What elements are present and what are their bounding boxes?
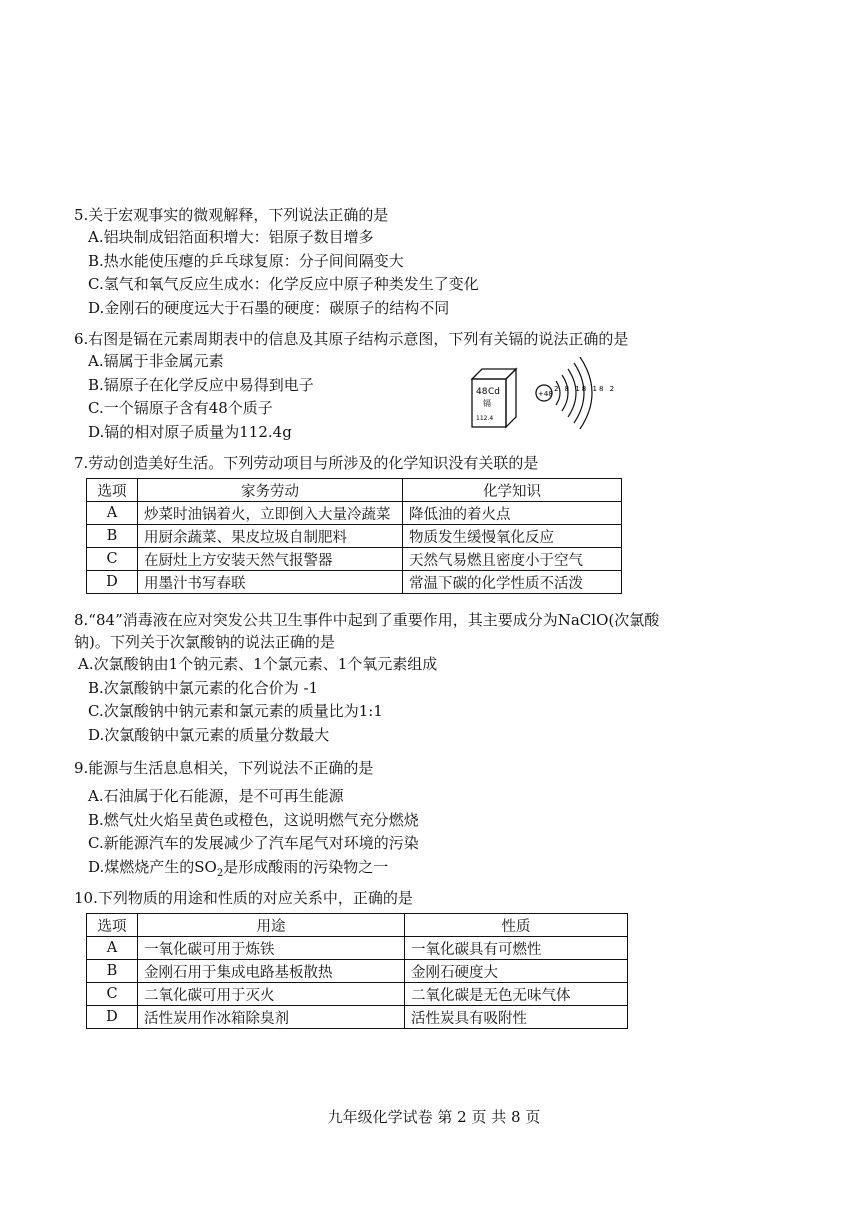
cell-knowledge: 降低油的着火点	[403, 502, 622, 525]
question-8-option-d: D.次氯酸钠中氯元素的质量分数最大	[88, 725, 330, 744]
cell-option: A	[87, 937, 138, 960]
table-row	[87, 937, 628, 960]
cell-property: 活性炭具有吸附性	[405, 1006, 628, 1029]
question-10-stem: 10.下列物质的用途和性质的对应关系中，正确的是	[74, 889, 413, 907]
periodic-table-cell	[472, 369, 516, 427]
question-7-stem: 7.劳动创造美好生活。下列劳动项目与所涉及的化学知识没有关联的是	[74, 454, 539, 472]
cell-option: D	[87, 571, 138, 594]
cell-option: C	[87, 983, 138, 1006]
cell-chore: 用厨余蔬菜、果皮垃圾自制肥料	[138, 525, 403, 548]
question-6-option-b: B.镉原子在化学反应中易得到电子	[88, 375, 314, 394]
question-7	[74, 452, 674, 594]
question-8	[74, 609, 694, 747]
question-5-option-a: A.铝块制成铝箔面积增大：铝原子数目增多	[88, 228, 374, 246]
table-row	[87, 548, 622, 571]
cell-use: 活性炭用作冰箱除臭剂	[138, 1006, 405, 1029]
cell-atomic-number: 48	[476, 387, 488, 397]
header-use: 用途	[138, 914, 405, 937]
question-9-option-b: B.燃气灶火焰呈黄色或橙色，这说明燃气充分燃烧	[88, 810, 419, 829]
question-9-option-a: A.石油属于化石能源，是不可再生能源	[88, 787, 344, 805]
header-property: 性质	[405, 914, 628, 937]
cell-property: 金刚石硬度大	[405, 960, 628, 983]
cell-use: 一氧化碳可用于炼铁	[138, 937, 405, 960]
question-8-stem-line2: 钠)。下列关于次氯酸钠的说法正确的是	[74, 633, 335, 651]
question-6-stem: 6.右图是镉在元素周期表中的信息及其原子结构示意图，下列有关镉的说法正确的是	[74, 330, 629, 348]
header-knowledge: 化学知识	[403, 479, 622, 502]
cell-property: 二氧化碳是无色无味气体	[405, 983, 628, 1006]
header-chore: 家务劳动	[138, 479, 403, 502]
option-d-text-prefix: D.煤燃烧产生的SO	[88, 857, 217, 876]
question-10	[74, 887, 674, 1029]
table-header-row	[87, 914, 628, 937]
cell-option: C	[87, 548, 138, 571]
question-9-option-d	[74, 856, 674, 886]
cell-property: 一氧化碳具有可燃性	[405, 937, 628, 960]
cell-chore: 用墨汁书写春联	[138, 571, 403, 594]
electron-shells: 2 8 18 18 2	[554, 385, 617, 393]
atom-structure-diagram	[536, 357, 616, 429]
table-row	[87, 525, 622, 548]
cell-symbol: Cd	[488, 387, 500, 397]
option-d-subscript: 2	[216, 867, 224, 879]
question-8-option-a: A.次氯酸钠由1个钠元素、1个氯元素、1个氧元素组成	[78, 655, 438, 673]
cell-chore: 炒菜时油锅着火，立即倒入大量冷蔬菜	[138, 502, 403, 525]
question-5-stem: 5.关于宏观事实的微观解释，下列说法正确的是	[74, 206, 389, 224]
nucleus-charge: +48	[538, 390, 553, 398]
cell-chore: 在厨灶上方安装天然气报警器	[138, 548, 403, 571]
cell-mass: 112.4	[476, 415, 494, 422]
question-6-option-a: A.镉属于非金属元素	[88, 352, 224, 370]
question-5	[74, 204, 674, 320]
table-row	[87, 571, 622, 594]
question-8-option-c: C.次氯酸钠中钠元素和氯元素的质量比为1:1	[88, 702, 383, 720]
option-d-text-suffix: 是形成酸雨的污染物之一	[223, 857, 389, 876]
cell-option: A	[87, 502, 138, 525]
table-header-row	[87, 479, 622, 502]
cell-option: D	[87, 1006, 138, 1029]
question-7-table	[86, 478, 622, 594]
table-row	[87, 983, 628, 1006]
question-6-option-c: C.一个镉原子含有48个质子	[88, 399, 273, 417]
cell-use: 金刚石用于集成电路基板散热	[138, 960, 405, 983]
question-8-stem-line1: 8.“84”消毒液在应对突发公共卫生事件中起到了重要作用，其主要成分为NaClO(次氯酸	[74, 611, 660, 629]
cell-use: 二氧化碳可用于灭火	[138, 983, 405, 1006]
cell-knowledge: 常温下碳的化学性质不活泼	[403, 571, 622, 594]
table-row	[87, 960, 628, 983]
cell-option: B	[87, 960, 138, 983]
header-option: 选项	[87, 479, 138, 502]
table-row	[87, 502, 622, 525]
cadmium-figure	[468, 357, 628, 437]
cell-knowledge: 天然气易燃且密度小于空气	[403, 548, 622, 571]
cell-option: B	[87, 525, 138, 548]
question-5-option-d: D.金刚石的硬度远大于石墨的硬度：碳原子的结构不同	[88, 298, 450, 317]
question-5-option-c: C.氢气和氧气反应生成水：化学反应中原子种类发生了变化	[88, 275, 479, 293]
question-9-option-c: C.新能源汽车的发展减少了汽车尾气对环境的污染	[88, 834, 419, 852]
question-9	[74, 757, 674, 885]
cell-knowledge: 物质发生缓慢氧化反应	[403, 525, 622, 548]
question-9-stem: 9.能源与生活息息相关，下列说法不正确的是	[74, 759, 374, 777]
question-10-table	[86, 913, 628, 1029]
question-5-option-b: B.热水能使压瘪的乒乓球复原：分子间间隔变大	[88, 251, 404, 270]
question-8-option-b: B.次氯酸钠中氯元素的化合价为 -1	[88, 678, 319, 697]
cell-name: 镉	[483, 399, 491, 408]
table-row	[87, 1006, 628, 1029]
header-option: 选项	[87, 914, 138, 937]
question-6-option-d: D.镉的相对原子质量为112.4g	[88, 422, 292, 441]
page-footer: 九年级化学试卷 第 2 页 共 8 页	[327, 1108, 541, 1126]
